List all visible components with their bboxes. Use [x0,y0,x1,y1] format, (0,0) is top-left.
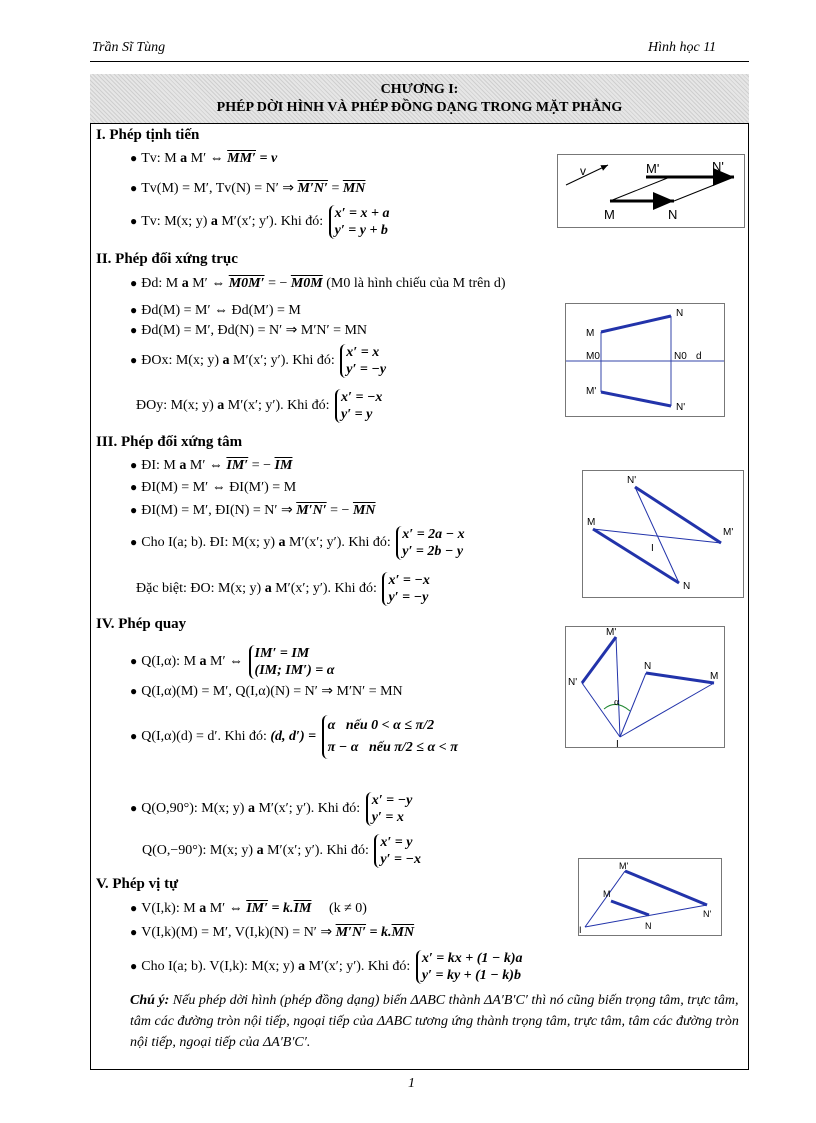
svg-text:N: N [676,308,684,319]
svg-text:I: I [579,925,582,935]
page-number: 1 [408,1076,415,1091]
figure-central-symmetry [582,470,744,598]
svg-text:N': N' [703,909,712,919]
s3-bullet-5: Đặc biệt: ĐO: M(x; y) a M′(x′; y′). Khi đó: x′ = −x y′ = −y [136,573,430,605]
s3-bullet-1: ● ĐI: M a M′ ⇔ IM′ = − $\overline{IM}$ [130,458,293,473]
chapter-title [90,74,749,124]
svg-text:M': M' [606,627,617,638]
section-1-heading: I. Phép tịnh tiến [96,127,200,143]
svg-text:N: N [683,581,691,592]
figure-translation [557,154,745,228]
s2-bullet-2: ● Đd(M) = M′ ⇔ Đd(M′) = M [130,303,301,318]
header-rule [90,61,749,62]
s3-bullet-4: ● Cho I(a; b). ĐI: M(x; y) a M′(x′; y′). Khi đó: x′ = 2a − x y′ = 2b − y [130,527,465,559]
s1-bullet-1: ● Tv: M a M′ ⇔ MM′ = v [130,151,278,166]
s1-bullet-3: ● Tv: M(x; y) a M′(x′; y′). Khi đó: x′ = x + a y′ = y + b [130,206,390,238]
s5-bullet-3: ● Cho I(a; b). V(I,k): M(x; y) a M′(x′; y′). Khi đó: x′ = kx + (1 − k)a y′ = ky + (1 − k)b [130,951,523,983]
figure-rotation [565,626,725,748]
s4-bullet-4: ● Q(O,90°): M(x; y) a M′(x′; y′). Khi đó: x′ = −y y′ = x [130,793,413,825]
s1-bullet-2: ● Tv(M) = M′, Tv(N) = N′ ⇒ $M'N' = \overline{MN}$ [130,181,366,196]
label-v: v [580,164,586,178]
s1-system: x′ = x + a y′ = y + b [329,205,390,239]
segment-MN [611,901,649,915]
svg-text:M: M [587,517,596,528]
svg-text:I: I [616,739,619,748]
s2-bullet-5: ĐOy: M(x; y) a M′(x′; y′). Khi đó: x′ = −x y′ = y [136,390,383,422]
svg-text:M': M' [586,386,597,397]
svg-text:N': N' [568,677,578,688]
svg-text:d: d [696,351,702,362]
figure-axial-symmetry [565,303,725,417]
s5-bullet-1: ● V(I,k): M a M′ ⇔ $IM' = k.\overline{IM}$ (k ≠ 0) [130,901,367,916]
note-text: Nếu phép dời hình (phép đồng dạng) biến ΔABC thành ΔA′B′C′ thì nó cũng biến trọng tâm, trực tâm, tâm các đường tròn nội tiếp, ngoại tiếp của ΔABC tương ứng thành trọng tâm, trực tâm, tâm các đường tròn nội tiếp, ngoại tiếp của ΔA′B′C′. [130,993,739,1050]
svg-text:M': M' [619,861,629,871]
segment-NpMp [582,637,616,683]
s2-bullet-1: ● Đd: M a M′ ⇔ M0M′ = − M0M (M0 là hình chiếu của M trên d) [130,276,506,291]
section-3-heading: III. Phép đối xứng tâm [96,434,243,450]
note-lead: Chú ý: [130,993,170,1008]
vector-v [566,165,608,185]
s5-bullet-2: ● V(I,k)(M) = M′, V(I,k)(N) = N′ ⇒ $M'N' = k.\overline{MN}$ [130,925,415,940]
label-Np: N' [712,159,724,174]
header-subject: Hình học 11 [648,40,717,55]
svg-text:N': N' [676,402,686,413]
s3-bullet-2: ● ĐI(M) = M′ ⇔ ĐI(M′) = M [130,480,297,495]
segment-NM [646,673,714,683]
segment-MpNp [625,871,707,905]
svg-text:M: M [586,328,595,339]
label-Mp: M' [646,161,660,176]
s2-bullet-3: ● Đd(M) = M′, Đd(N) = N′ ⇒ M′N′ = MN [130,323,368,338]
s4-bullet-3: ● Q(I,α)(d) = d′. Khi đó: (d, d′) = α nếu 0 < α ≤ π/2 π − α nếu π/2 ≤ α < π [130,715,458,759]
s4-bullet-1: ● Q(I,α): M a M′ ⇔ IM′ = IM (IM; IM′) = α [130,646,335,678]
label-M: M [604,207,615,222]
svg-text:N': N' [627,475,637,486]
chapter-name: PHÉP DỜI HÌNH VÀ PHÉP ĐỒNG DẠNG TRONG MẶT PHẲNG [216,100,623,115]
s3-bullet-3: ● ĐI(M) = M′, ĐI(N) = N′ ⇒ M′N′ = − $\overline{MN}$ [130,503,376,518]
s4-bullet-2: ● Q(I,α)(M) = M′, Q(I,α)(N) = N′ ⇒ M′N′ = MN [130,684,403,699]
s4-bullet-5: Q(O,−90°): M(x; y) a M′(x′; y′). Khi đó: x′ = y y′ = −x [142,835,421,867]
segment-MN [601,316,671,332]
figure-homothety [578,858,722,936]
header-author: Trần Sĩ Tùng [92,40,166,55]
svg-text:N0: N0 [674,351,687,362]
svg-text:N: N [645,921,652,931]
svg-text:N: N [644,661,652,672]
section-5-heading: V. Phép vị tự [96,876,179,892]
label-N: N [668,207,678,222]
segment-MMp [610,177,670,201]
segment-MpNp [601,392,671,406]
svg-text:M': M' [723,527,734,538]
s2-bullet-4: ● ĐOx: M(x; y) a M′(x′; y′). Khi đó: x′ = x y′ = −y [130,345,387,377]
svg-text:I: I [651,543,654,554]
svg-text:M0: M0 [586,351,600,362]
segment-NNp [674,177,734,201]
note-paragraph [130,990,742,1053]
section-4-heading: IV. Phép quay [96,616,187,632]
svg-text:M: M [710,671,719,682]
section-2-heading: II. Phép đối xứng trục [96,251,238,267]
svg-text:α: α [614,697,620,708]
chapter-number: CHƯƠNG I: [380,82,459,97]
svg-text:M: M [603,889,611,899]
